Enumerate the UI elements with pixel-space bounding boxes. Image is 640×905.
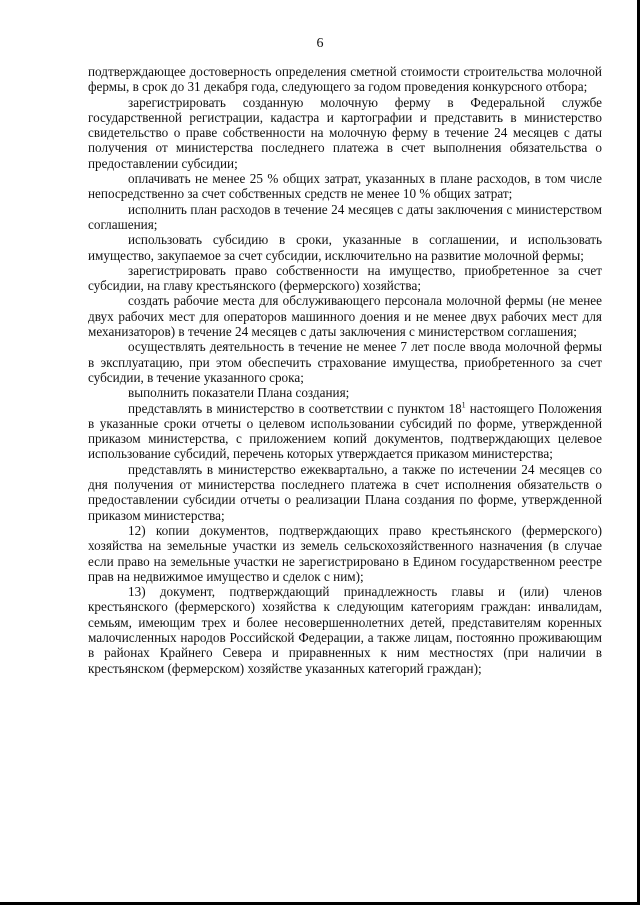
paragraph: подтверждающее достоверность определения сметной стоимости строительства молочной фермы, в срок до 31 декабря года, следующего за годом проведения конкурсного отбора; (88, 64, 602, 95)
paragraph: представлять в министерство ежеквартально, а также по истечении 24 месяцев со дня получения от министерства последнего платежа в счет исполнения обязательств о предоставлении субсидии отчеты о реализации Плана создания по форме, утвержденной приказом министерства; (88, 461, 602, 523)
paragraph: осуществлять деятельность в течение не менее 7 лет после ввода молочной фермы в эксплуатацию, при этом обеспечить страхование имущества, приобретенного за счет субсидии, в течение указанного срока; (88, 339, 602, 385)
footnote-superscript: 1 (461, 400, 466, 410)
paragraph: выполнить показатели Плана создания; (128, 385, 350, 401)
paragraph-text-before: представлять в министерство в соответствии с пунктом 18 (128, 400, 462, 416)
paragraph: зарегистрировать право собственности на имущество, приобретенное за счет субсидии, на главу крестьянского (фермерского) хозяйства; (88, 262, 602, 294)
paragraph: 13) документ, подтверждающий принадлежность главы и (или) членов крестьянского (фермерского) хозяйства к следующим категориям граждан: инвалидам, семьям, имеющим трех и более несовершеннолетних детей, представителям коренных малочисленных народов Российской Федерации, а также лицам, постоянно проживающим в районах Крайнего Севера и приравненных к ним местностях (при наличии в крестьянском (фермерском) хозяйстве указанных категорий граждан); (88, 584, 602, 676)
paragraph-with-footnote (88, 401, 602, 462)
document-body (88, 64, 602, 676)
paragraph: оплачивать не менее 25 % общих затрат, указанных в плане расходов, в том числе непосредственно за счет собственных средств не менее 10 % общих затрат; (88, 171, 602, 202)
paragraph: использовать субсидию в сроки, указанные в соглашении, и использовать имущество, закупаемое за счет субсидии, исключительно на развитие молочной фермы; (88, 232, 602, 263)
paragraph: создать рабочие места для обслуживающего персонала молочной фермы (не менее двух рабочих мест для операторов машинного доения и не менее двух рабочих мест для механизаторов) в течение 24 месяцев с даты заключения с министерством соглашения; (88, 293, 602, 340)
paragraph-text-after: настоящего Положения в указанные сроки отчеты о целевом использовании субсидий по форме, утвержденной приказом министерства, с приложением копий документов, подтверждающих целевое использование субсидий, перечень которых утверждается приказом министерства; (88, 400, 602, 462)
paragraph: зарегистрировать созданную молочную ферму в Федеральной службе государственной регистрации, кадастра и картографии и представить в министерство свидетельство о праве собственности на молочную ферму в течение 24 месяцев с даты получения от министерства последнего платежа в счет выполнения обязательства о предоставлении субсидии; (88, 94, 602, 171)
paragraph: исполнить план расходов в течение 24 месяцев с даты заключения с министерством соглашения; (88, 201, 602, 232)
page-number: 6 (316, 36, 324, 51)
paragraph: 12) копии документов, подтверждающих право крестьянского (фермерского) хозяйства на земельные участки из земель сельскохозяйственного назначения (в случае если право на земельные участки не зарегистрировано в Едином государственном реестре прав на недвижимое имущество и сделок с ним); (88, 522, 602, 584)
